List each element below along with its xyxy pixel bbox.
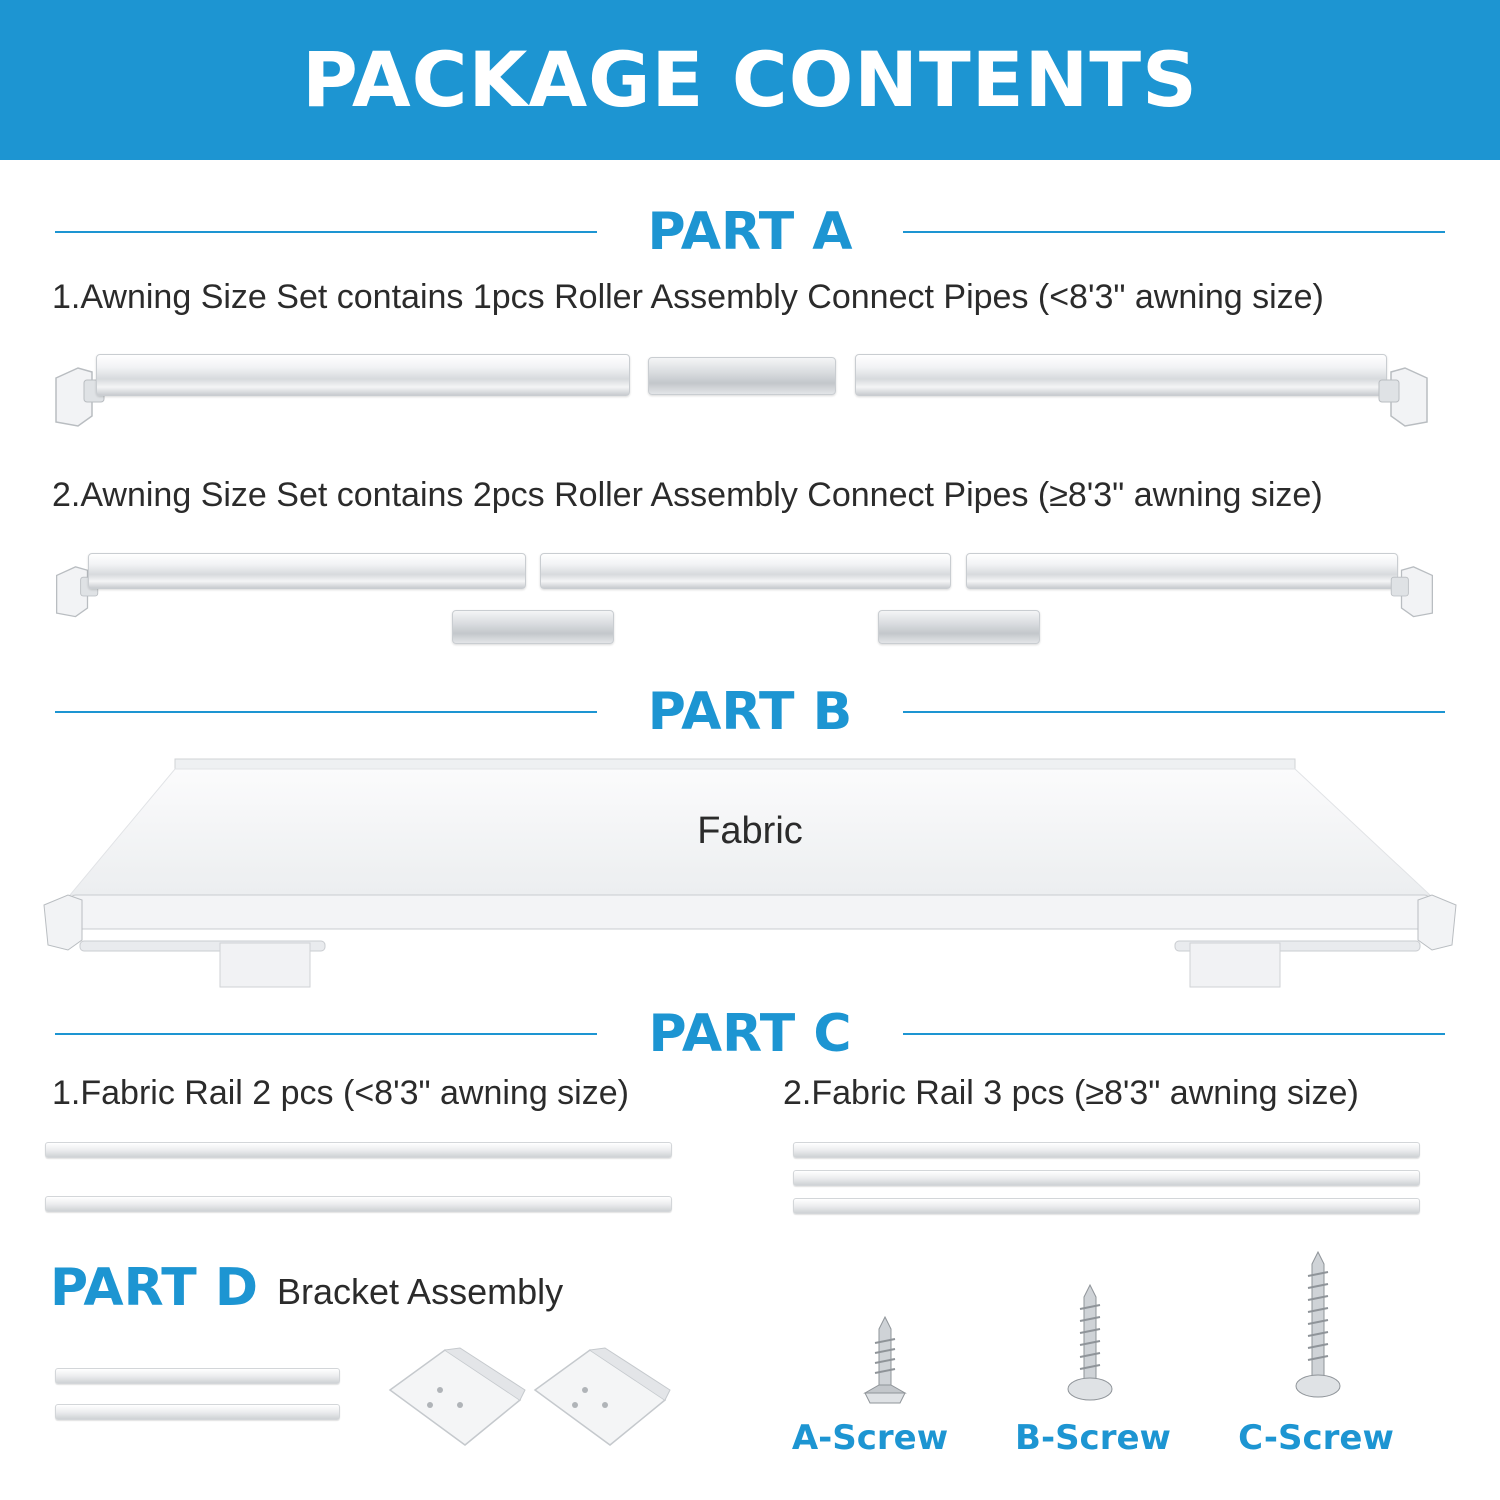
roller-pipe-right	[966, 553, 1398, 589]
part-a-title: PART A	[647, 202, 853, 262]
part-c-item-1-text: 1.Fabric Rail 2 pcs (<8'3" awning size)	[52, 1074, 629, 1112]
divider-line	[55, 711, 597, 713]
part-b-title: PART B	[647, 682, 853, 742]
connect-pipe	[878, 610, 1040, 644]
fabric-rail	[793, 1142, 1420, 1158]
roller-pipe-left	[88, 553, 526, 589]
part-a-item-2-text: 2.Awning Size Set contains 2pcs Roller Assembly Connect Pipes (≥8'3" awning size)	[52, 476, 1323, 514]
a-screw-label: A-Screw	[791, 1418, 949, 1458]
bracket-rail	[55, 1404, 340, 1420]
connect-pipe	[648, 357, 836, 395]
fabric-label: Fabric	[697, 810, 803, 852]
divider-line	[55, 231, 597, 233]
part-a-item-1-text: 1.Awning Size Set contains 1pcs Roller Assembly Connect Pipes (<8'3" awning size)	[52, 278, 1324, 316]
divider-line	[903, 1033, 1445, 1035]
c-screw-icon	[1293, 1250, 1343, 1400]
awning-fabric-illustration	[40, 755, 1460, 995]
part-c-title: PART C	[648, 1004, 852, 1064]
fabric-rail	[793, 1170, 1420, 1186]
b-screw-icon	[1065, 1283, 1115, 1403]
a-screw-icon	[860, 1315, 910, 1407]
divider-line	[55, 1033, 597, 1035]
b-screw-label: B-Screw	[1015, 1418, 1171, 1458]
c-screw-label: C-Screw	[1238, 1418, 1394, 1458]
divider-line	[903, 711, 1445, 713]
connect-pipe	[452, 610, 614, 644]
part-a-heading	[0, 202, 1500, 262]
roller-pipe-right	[855, 354, 1387, 396]
fabric-rail	[45, 1142, 672, 1158]
part-b-heading	[0, 682, 1500, 742]
page-title: PACKAGE CONTENTS	[302, 35, 1198, 124]
right-end-cap	[1386, 560, 1441, 620]
right-end-cap	[1375, 360, 1435, 430]
part-c-heading	[0, 1004, 1500, 1064]
fabric-rail	[45, 1196, 672, 1212]
header-banner	[0, 0, 1500, 160]
part-d-title: PART D	[50, 1258, 259, 1318]
roller-pipe-left	[96, 354, 630, 396]
bracket-rail	[55, 1368, 340, 1384]
part-d-description: Bracket Assembly	[277, 1271, 564, 1312]
part-c-item-2-text: 2.Fabric Rail 3 pcs (≥8'3" awning size)	[783, 1074, 1359, 1112]
fabric-rail	[793, 1198, 1420, 1214]
bracket-plates	[385, 1345, 675, 1450]
roller-pipe-middle	[540, 553, 951, 589]
divider-line	[903, 231, 1445, 233]
